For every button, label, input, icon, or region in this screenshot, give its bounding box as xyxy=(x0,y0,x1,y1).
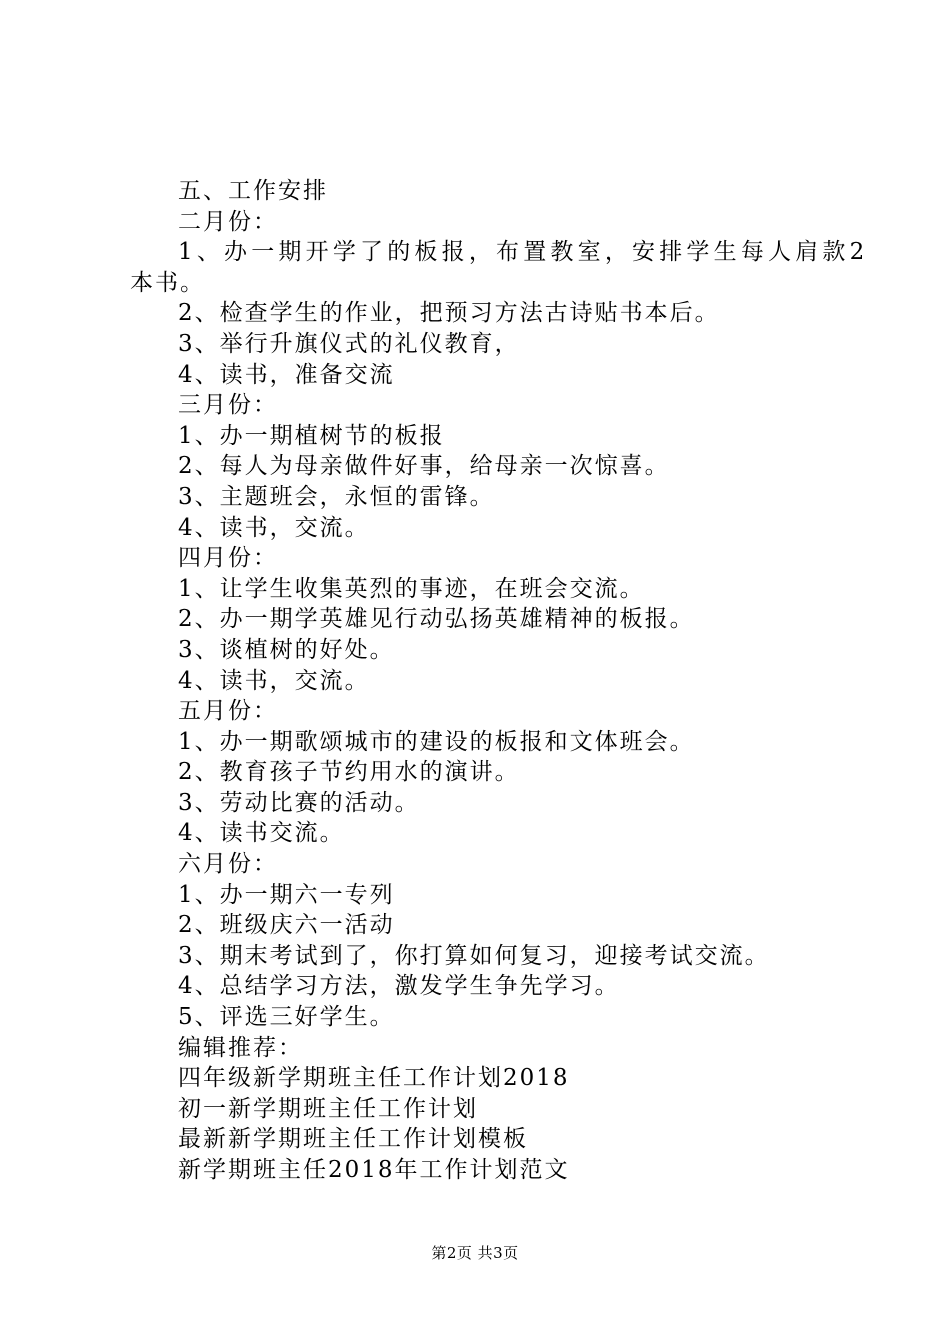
april-item-2: 2、办一期学英雄见行动弘扬英雄精神的板报。 xyxy=(178,606,695,633)
march-item-3: 3、主题班会，永恒的雷锋。 xyxy=(178,483,495,510)
april-item-4: 4、读书，交流。 xyxy=(178,667,370,694)
may-item-2: 2、教育孩子节约用水的演讲。 xyxy=(178,759,520,786)
recommended-item-1: 四年级新学期班主任工作计划2018 xyxy=(178,1065,570,1092)
may-item-1: 1、办一期歌颂城市的建设的板报和文体班会。 xyxy=(178,728,695,755)
june-item-5: 5、评选三好学生。 xyxy=(178,1004,395,1031)
recommended-heading: 编辑推荐： xyxy=(178,1034,303,1061)
february-item-4: 4、读书，准备交流 xyxy=(178,361,395,388)
may-item-3: 3、劳动比赛的活动。 xyxy=(178,789,420,816)
section-heading: 五、工作安排 xyxy=(178,178,328,204)
march-item-4: 4、读书，交流。 xyxy=(178,514,370,541)
month-heading-may: 五月份： xyxy=(178,698,278,725)
recommended-item-4: 新学期班主任2018年工作计划范文 xyxy=(178,1157,570,1183)
april-item-3: 3、谈植树的好处。 xyxy=(178,636,395,663)
june-item-4: 4、总结学习方法，激发学生争先学习。 xyxy=(178,973,620,1000)
february-item-3: 3、举行升旗仪式的礼仪教育， xyxy=(178,330,520,357)
month-heading-june: 六月份： xyxy=(178,851,278,878)
june-item-2: 2、班级庆六一活动 xyxy=(178,912,395,939)
june-item-3: 3、期末考试到了，你打算如何复习，迎接考试交流。 xyxy=(178,942,770,969)
april-item-1: 1、让学生收集英烈的事迹，在班会交流。 xyxy=(178,575,645,602)
page-number-footer: 第2页 共3页 xyxy=(431,1244,519,1262)
march-item-2: 2、每人为母亲做件好事，给母亲一次惊喜。 xyxy=(178,453,670,480)
may-item-4: 4、读书交流。 xyxy=(178,820,345,847)
month-heading-april: 四月份： xyxy=(178,545,278,572)
february-item-1-continued: 本书。 xyxy=(130,269,205,296)
february-item-2: 2、检查学生的作业，把预习方法古诗贴书本后。 xyxy=(178,300,720,327)
march-item-1: 1、办一期植树节的板报 xyxy=(178,422,445,449)
document-body xyxy=(130,176,869,1186)
month-heading-march: 三月份： xyxy=(178,392,278,419)
recommended-item-2: 初一新学期班主任工作计划 xyxy=(178,1095,478,1122)
recommended-item-3: 最新新学期班主任工作计划模板 xyxy=(178,1126,528,1153)
june-item-1: 1、办一期六一专列 xyxy=(178,881,395,908)
month-heading-february: 二月份： xyxy=(178,208,278,235)
february-item-1: 1、办一期开学了的板报，布置教室，安排学生每人肩款2 xyxy=(178,239,869,266)
